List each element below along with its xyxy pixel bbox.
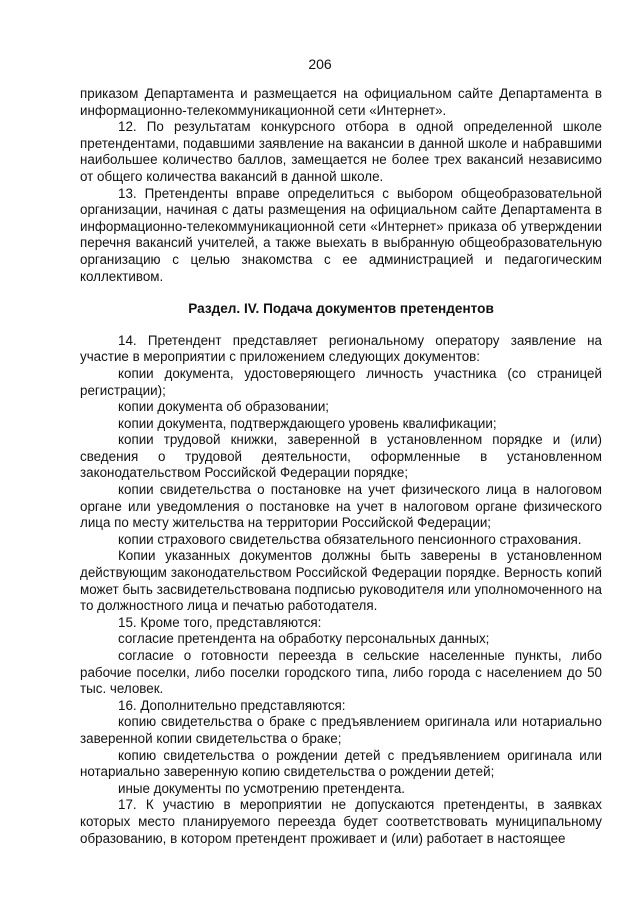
paragraph: 15. Кроме того, представляются: [118, 614, 322, 630]
paragraph: Копии указанных документов должны быть заверены в установленном действующим законодательством Российской Федерации порядке. Верность копий может быть засвидетельствована подписью руководителя или уполномоченного на то должностного лица и печатью работодателя. [80, 548, 602, 614]
paragraph: 17. К участию в мероприятии не допускаются претенденты, в заявках которых место планируемого переезда будет соответствовать муниципальному образованию, в котором претендент проживает и (или) работает в настоящее [80, 797, 602, 846]
list-item: согласие о готовности переезда в сельские населенные пункты, либо рабочие поселки, либо поселки городского типа, либо города с населением до 50 тыс. человек. [80, 648, 602, 697]
list-item: копию свидетельства о рождении детей с предъявлением оригинала или нотариально заверенную копию свидетельства о рождении детей; [80, 747, 602, 780]
paragraph: 14. Претендент представляет региональному оператору заявление на участие в мероприятии с приложением следующих документов: [80, 332, 602, 365]
page-number: 206 [308, 56, 332, 72]
document-body [80, 86, 602, 847]
list-item: согласие претендента на обработку персональных данных; [118, 631, 490, 647]
list-item: копии трудовой книжки, заверенной в установленном порядке и (или) сведения о трудовой деятельности, оформленные в установленном законодательством Российской Федерации порядке; [80, 432, 602, 481]
list-item: копии документа об образовании; [118, 399, 330, 415]
list-item: копии страхового свидетельства обязательного пенсионного страхования. [118, 531, 582, 547]
paragraph: 13. Претенденты вправе определиться с выбором общеобразовательной организации, начиная с даты размещения на официальном сайте Департамента в информационно-телекоммуникационной сети «Интернет» приказа об утверждении перечня вакансий учителей, а также выехать в выбранную общеобразовательную организацию с целью знакомства с ее администрацией и педагогическим коллективом. [80, 185, 602, 284]
section-heading: Раздел. IV. Подача документов претендентов [188, 301, 494, 317]
paragraph: 12. По результатам конкурсного отбора в одной определенной школе претендентами, подавшими заявление на вакансии в данной школе и набравшими наибольшее количество баллов, замещается не более трех вакансий независимо от общего количества вакансий в данной школе. [80, 119, 602, 184]
paragraph: 16. Дополнительно представляются: [118, 697, 346, 713]
list-item: копии свидетельства о постановке на учет физического лица в налоговом органе или уведомления о постановке на учет в налоговом органе физического лица по месту жительства на территории Российской Федерации; [80, 482, 602, 531]
paragraph: приказом Департамента и размещается на официальном сайте Департамента в информационно-телекоммуникационной сети «Интернет». [80, 86, 602, 118]
list-item: копию свидетельства о браке с предъявлением оригинала или нотариально заверенной копии свидетельства о браке; [80, 714, 602, 746]
list-item: копии документа, удостоверяющего личность участника (со страницей регистрации); [80, 365, 602, 398]
list-item: иные документы по усмотрению претендента. [118, 780, 406, 796]
list-item: копии документа, подтверждающего уровень квалификации; [118, 415, 497, 431]
